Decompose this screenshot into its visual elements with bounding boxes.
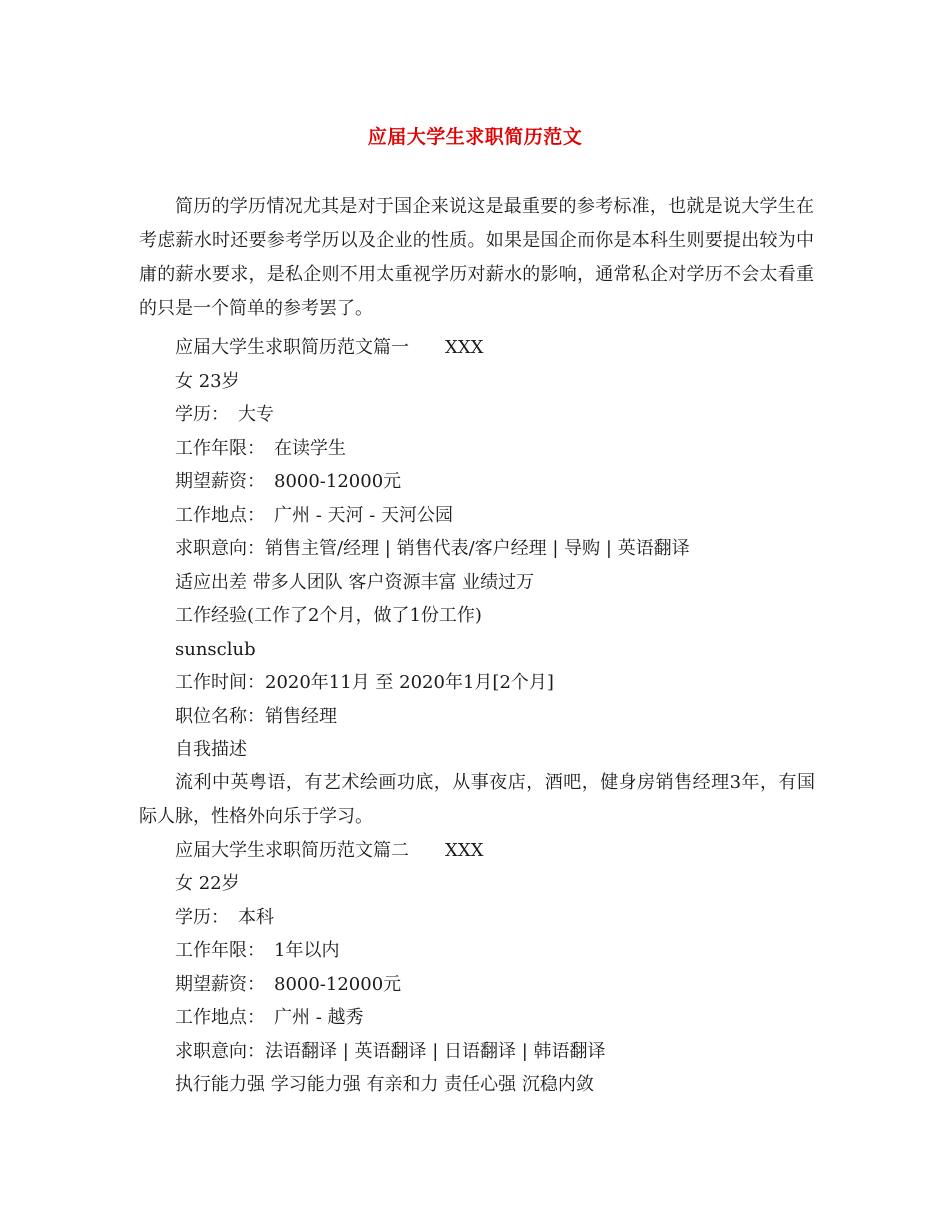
- resume2-gender-age: 女 22岁: [175, 873, 240, 894]
- resume1-intent: 求职意向：销售主管/经理 | 销售代表/客户经理 | 导购 | 英语翻译: [175, 538, 690, 559]
- document-title: 应届大学生求职简历范文: [367, 126, 583, 148]
- resume2-education: 学历： 本科: [175, 906, 274, 928]
- resume1-salary: 期望薪资： 8000-12000元: [175, 471, 402, 492]
- resume1-tags: 适应出差 带多人团队 客户资源丰富 业绩过万: [175, 571, 535, 593]
- resume1-self-desc: 流利中英粤语，有艺术绘画功底，从事夜店，酒吧，健身房销售经理3年，有国际人脉，性格外向乐于学习。: [139, 771, 815, 827]
- resume2-intent: 求职意向：法语翻译 | 英语翻译 | 日语翻译 | 韩语翻译: [175, 1040, 606, 1062]
- resume1-work-years: 工作年限： 在读学生: [175, 437, 346, 459]
- resume1-company: sunsclub: [175, 638, 256, 660]
- resume1-education: 学历： 大专: [175, 404, 274, 425]
- resume1-self-desc-label: 自我描述: [175, 739, 247, 760]
- resume1-work-time: 工作时间：2020年11月 至 2020年1月[2个月]: [175, 672, 554, 693]
- resume2-location: 工作地点： 广州 - 越秀: [175, 1007, 364, 1028]
- resume1-location: 工作地点： 广州 - 天河 - 天河公园: [175, 504, 454, 526]
- intro-paragraph: 简历的学历情况尤其是对于国企来说这是最重要的参考标准，也就是说大学生在考虑薪水时还要参考学历以及企业的性质。如果是国企而你是本科生则要提出较为中庸的薪水要求，是私企则不用太重视学历对薪水的影响，通常私企对学历不会太看重的只是一个简单的参考罢了。: [139, 196, 814, 319]
- resume2-salary: 期望薪资： 8000-12000元: [175, 973, 402, 995]
- resume2-work-years: 工作年限： 1年以内: [175, 940, 340, 961]
- resume-content: [139, 330, 835, 1101]
- resume1-position: 职位名称：销售经理: [175, 705, 337, 727]
- resume2-tags: 执行能力强 学习能力强 有亲和力 责任心强 沉稳内敛: [175, 1074, 594, 1095]
- resume1-experience: 工作经验(工作了2个月，做了1份工作): [175, 605, 482, 626]
- resume2-heading: 应届大学生求职简历范文篇二 XXX: [175, 839, 484, 861]
- resume1-heading: 应届大学生求职简历范文篇一 XXX: [175, 337, 484, 358]
- resume1-gender-age: 女 23岁: [175, 370, 240, 392]
